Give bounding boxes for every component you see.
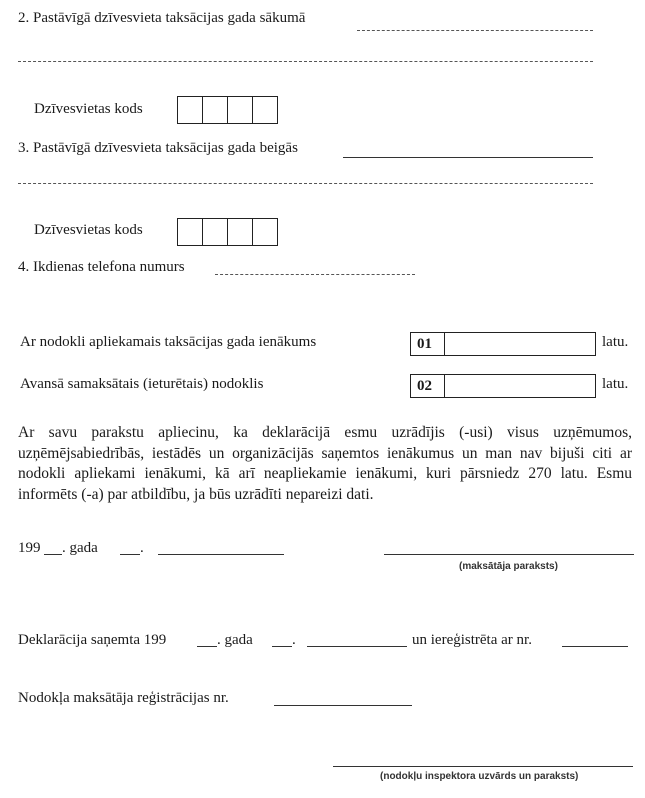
- code-cell[interactable]: [253, 97, 277, 123]
- code-cell[interactable]: [253, 219, 277, 245]
- field-code-02: 02: [411, 375, 445, 397]
- section-2-label: 2. Pastāvīgā dzīvesvieta taksācijas gada sākumā: [18, 10, 306, 26]
- payer-signature-field[interactable]: [384, 554, 634, 555]
- date-dot: .: [140, 540, 144, 556]
- section-3-address-field[interactable]: [343, 157, 593, 158]
- section-3-label: 3. Pastāvīgā dzīvesvieta taksācijas gada beigās: [18, 140, 298, 156]
- code-cell[interactable]: [203, 219, 228, 245]
- declaration-text: Ar savu parakstu apliecinu, ka deklarācijā esmu uzrādījis (-usi) visus uzņēmumos, uzņēmējsabiedrībās, iestādēs un organizācijās saņemtos ienākumus un man nav bijuši citi ar nodokli apliekami ienākumi, kā arī neapliekamie ienākumi, kuri pārsniedz 270 latu. Esmu informēts (-a) par atbildību, ja būs uzrādīti nepareizi dati.: [18, 424, 632, 503]
- section-3-code-label: Dzīvesvietas kods: [34, 222, 143, 238]
- taxable-income-field[interactable]: [410, 332, 596, 356]
- registration-number-field[interactable]: [562, 646, 628, 647]
- taxpayer-reg-label: Nodokļa maksātāja reģistrācijas nr.: [18, 690, 229, 706]
- code-cell[interactable]: [228, 219, 253, 245]
- registered-label: un iereģistrēta ar nr.: [412, 632, 532, 648]
- section-2-residence-code[interactable]: [177, 96, 278, 124]
- code-cell[interactable]: [178, 97, 203, 123]
- taxpayer-reg-field[interactable]: [274, 705, 412, 706]
- code-cell[interactable]: [228, 97, 253, 123]
- advance-tax-label: Avansā samaksātais (ieturētais) nodoklis: [20, 376, 264, 392]
- phone-number-field[interactable]: [215, 274, 415, 275]
- received-gada-label: . gada: [217, 632, 253, 648]
- year-field[interactable]: [44, 554, 62, 555]
- day-field[interactable]: [120, 554, 140, 555]
- code-cell[interactable]: [203, 97, 228, 123]
- taxable-income-value[interactable]: [445, 333, 595, 355]
- received-month-field[interactable]: [307, 646, 407, 647]
- taxable-income-unit: latu.: [602, 334, 629, 350]
- section-4-label: 4. Ikdienas telefona numurs: [18, 259, 185, 275]
- received-dot: .: [292, 632, 296, 648]
- field-code-01: 01: [411, 333, 445, 355]
- section-3-address-field-line2[interactable]: [18, 183, 593, 184]
- section-3-residence-code[interactable]: [177, 218, 278, 246]
- advance-tax-field[interactable]: [410, 374, 596, 398]
- taxable-income-label: Ar nodokli apliekamais taksācijas gada ienākums: [20, 334, 317, 350]
- section-2-address-field[interactable]: [357, 30, 593, 31]
- payer-signature-caption: (maksātāja paraksts): [459, 561, 558, 572]
- year-prefix: 199: [18, 540, 41, 556]
- received-year-field[interactable]: [197, 646, 217, 647]
- section-2-code-label: Dzīvesvietas kods: [34, 101, 143, 117]
- inspector-signature-field[interactable]: [333, 766, 633, 767]
- section-2-address-field-line2[interactable]: [18, 61, 593, 62]
- code-cell[interactable]: [178, 219, 203, 245]
- received-day-field[interactable]: [272, 646, 292, 647]
- advance-tax-value[interactable]: [445, 375, 595, 397]
- month-field[interactable]: [158, 554, 284, 555]
- advance-tax-unit: latu.: [602, 376, 629, 392]
- inspector-signature-caption: (nodokļu inspektora uzvārds un paraksts): [380, 771, 579, 782]
- received-prefix: Deklarācija saņemta 199: [18, 632, 167, 648]
- gada-label: . gada: [62, 540, 98, 556]
